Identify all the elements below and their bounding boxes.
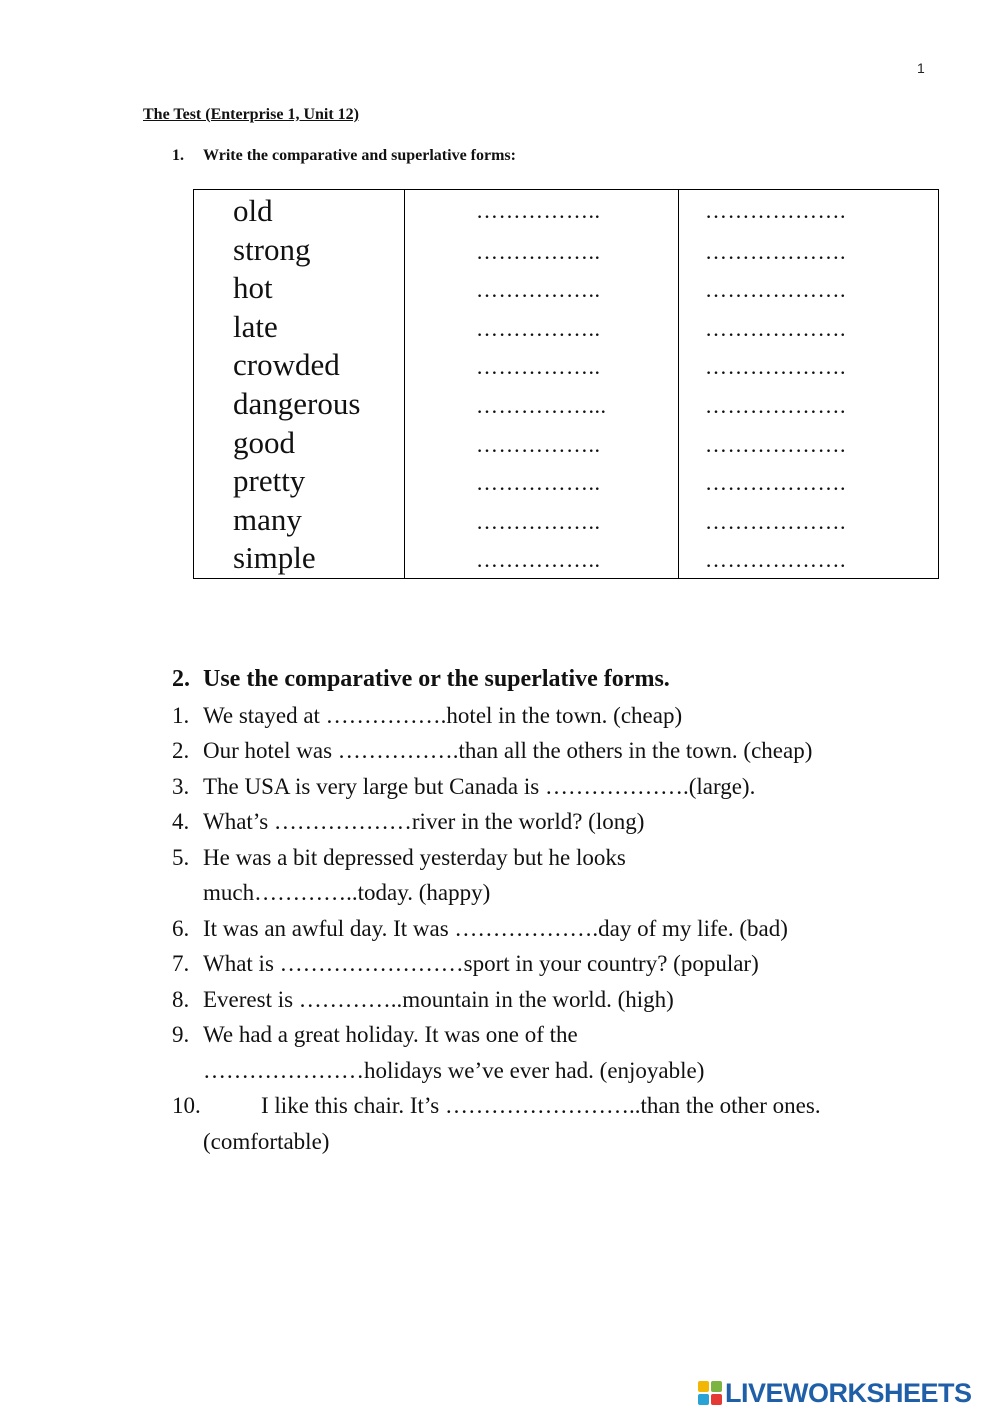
exercise-line: Our hotel was …………….than all the others in the town. (cheap) bbox=[203, 738, 813, 763]
exercise-number: 3. bbox=[172, 773, 190, 799]
exercise-line: much…………..today. (happy) bbox=[203, 880, 491, 905]
superlative-blank: ………………. bbox=[705, 238, 846, 264]
logo-square-4 bbox=[711, 1394, 722, 1405]
word-cell-cell bbox=[194, 308, 405, 347]
superlative-blank-cell bbox=[679, 539, 939, 578]
word-cell: pretty bbox=[233, 463, 306, 499]
word-cell: dangerous bbox=[233, 385, 361, 421]
exercise-line: …………………holidays we’ve ever had. (enjoyable) bbox=[203, 1057, 705, 1083]
word-cell-cell bbox=[194, 424, 405, 463]
table-row bbox=[194, 346, 939, 385]
section1-heading-text: Write the comparative and superlative forms: bbox=[203, 147, 516, 164]
word-cell: late bbox=[233, 308, 278, 344]
comparative-blank-cell bbox=[405, 190, 679, 231]
table-row bbox=[194, 269, 939, 308]
exercise-number: 7. bbox=[172, 951, 190, 976]
word-cell-cell bbox=[194, 539, 405, 578]
table-row bbox=[194, 308, 939, 347]
comparative-blank-cell bbox=[405, 501, 679, 540]
word-cell: simple bbox=[233, 540, 316, 576]
comparative-blank: …………….. bbox=[476, 508, 601, 534]
comparative-blank-cell bbox=[405, 539, 679, 578]
section1-heading bbox=[172, 147, 516, 165]
exercise-line: What is ……………………sport in your country? (popular) bbox=[203, 951, 759, 976]
superlative-blank-cell bbox=[679, 346, 939, 385]
superlative-blank: ………………. bbox=[705, 277, 846, 303]
page-number: 1 bbox=[917, 60, 925, 76]
comparative-blank-cell bbox=[405, 231, 679, 270]
exercise-number: 10. bbox=[172, 1093, 201, 1118]
logo-square-3 bbox=[698, 1394, 709, 1405]
word-cell: good bbox=[233, 424, 295, 460]
word-cell: crowded bbox=[233, 347, 340, 383]
word-cell: old bbox=[233, 193, 273, 228]
superlative-blank: ………………. bbox=[705, 315, 846, 341]
section2-heading-text: Use the comparative or the superlative forms. bbox=[203, 666, 670, 692]
exercise-item bbox=[172, 840, 932, 911]
logo-mark-icon bbox=[698, 1381, 722, 1405]
exercise-line: The USA is very large but Canada is ……………….(large). bbox=[203, 773, 756, 799]
table-row bbox=[194, 190, 939, 231]
comparative-blank-cell bbox=[405, 385, 679, 424]
exercise-line: What’s ………………river in the world? (long) bbox=[203, 809, 645, 834]
superlative-blank-cell bbox=[679, 424, 939, 463]
comparative-blank-cell bbox=[405, 269, 679, 308]
word-cell-cell bbox=[194, 462, 405, 501]
exercise-item bbox=[172, 1088, 932, 1159]
table-row bbox=[194, 385, 939, 424]
superlative-blank-cell bbox=[679, 308, 939, 347]
section2-heading bbox=[172, 662, 932, 698]
table-row bbox=[194, 462, 939, 501]
exercise-number: 9. bbox=[172, 1022, 190, 1047]
logo-square-2 bbox=[711, 1381, 722, 1392]
word-cell: hot bbox=[233, 270, 273, 306]
word-cell-cell bbox=[194, 346, 405, 385]
comparative-blank-cell bbox=[405, 346, 679, 385]
exercise-list bbox=[172, 698, 932, 1160]
comparative-blank: …………….. bbox=[476, 354, 601, 380]
comparative-blank: …………….. bbox=[476, 238, 601, 264]
superlative-blank-cell bbox=[679, 501, 939, 540]
superlative-blank-cell bbox=[679, 385, 939, 424]
table-row bbox=[194, 231, 939, 270]
comparative-blank: …………….. bbox=[476, 315, 601, 341]
logo-text: LIVEWORKSHEETS bbox=[725, 1377, 972, 1408]
exercise-line: We had a great holiday. It was one of the bbox=[203, 1022, 578, 1047]
superlative-blank: ………………. bbox=[705, 508, 846, 534]
superlative-blank: ………………. bbox=[705, 354, 846, 380]
comparative-blank: …………….. bbox=[476, 470, 601, 496]
superlative-blank: ………………. bbox=[705, 392, 846, 418]
exercise-line: It was an awful day. It was ……………….day of my life. (bad) bbox=[203, 915, 788, 941]
exercise-line: Everest is …………..mountain in the world. (high) bbox=[203, 986, 674, 1012]
comparative-blank: …………….. bbox=[476, 198, 601, 223]
exercise-line: (comfortable) bbox=[203, 1128, 330, 1154]
comparative-blank-cell bbox=[405, 424, 679, 463]
section2 bbox=[172, 662, 932, 1159]
comparative-blank-cell bbox=[405, 462, 679, 501]
comparative-blank-cell bbox=[405, 308, 679, 347]
word-cell-cell bbox=[194, 190, 405, 231]
superlative-blank-cell bbox=[679, 231, 939, 270]
word-cell: strong bbox=[233, 231, 311, 267]
exercise-number: 2. bbox=[172, 738, 190, 763]
liveworksheets-logo bbox=[698, 1377, 994, 1409]
exercise-item bbox=[172, 946, 932, 982]
exercise-item bbox=[172, 804, 932, 840]
superlative-blank-cell bbox=[679, 269, 939, 308]
exercise-number: 1. bbox=[172, 702, 190, 728]
superlative-blank: ………………. bbox=[705, 431, 846, 457]
exercise-line: We stayed at …………….hotel in the town. (cheap) bbox=[203, 702, 683, 728]
superlative-blank-cell bbox=[679, 190, 939, 231]
word-cell-cell bbox=[194, 231, 405, 270]
word-cell-cell bbox=[194, 385, 405, 424]
exercise-line: He was a bit depressed yesterday but he looks bbox=[203, 844, 626, 870]
comparative-blank: ……………... bbox=[476, 392, 607, 418]
exercise-number: 4. bbox=[172, 809, 190, 834]
exercise-item bbox=[172, 1017, 932, 1088]
logo-square-1 bbox=[698, 1381, 709, 1392]
exercise-item bbox=[172, 982, 932, 1018]
section2-number: 2. bbox=[172, 666, 190, 692]
exercise-item bbox=[172, 698, 932, 734]
table-row bbox=[194, 424, 939, 463]
word-cell: many bbox=[233, 501, 302, 537]
section1-number: 1. bbox=[172, 147, 184, 164]
superlative-blank-cell bbox=[679, 462, 939, 501]
document-title: The Test (Enterprise 1, Unit 12) bbox=[143, 106, 359, 123]
exercise-item bbox=[172, 769, 932, 805]
comparative-blank: …………….. bbox=[476, 277, 601, 303]
table-row bbox=[194, 539, 939, 578]
word-cell-cell bbox=[194, 269, 405, 308]
exercise-item bbox=[172, 733, 932, 769]
word-cell-cell bbox=[194, 501, 405, 540]
exercise-number: 8. bbox=[172, 986, 190, 1012]
superlative-blank: ………………. bbox=[705, 547, 846, 573]
exercise-item bbox=[172, 911, 932, 947]
superlative-blank: ………………. bbox=[705, 470, 846, 496]
exercise-number: 6. bbox=[172, 915, 190, 941]
exercise-number: 5. bbox=[172, 844, 190, 870]
comparison-table bbox=[193, 189, 939, 579]
table-row bbox=[194, 501, 939, 540]
superlative-blank: ………………. bbox=[705, 198, 846, 223]
comparative-blank: …………….. bbox=[476, 547, 601, 573]
comparative-blank: …………….. bbox=[476, 431, 601, 457]
exercise-line: I like this chair. It’s ……………………..than the other ones. bbox=[261, 1093, 821, 1118]
